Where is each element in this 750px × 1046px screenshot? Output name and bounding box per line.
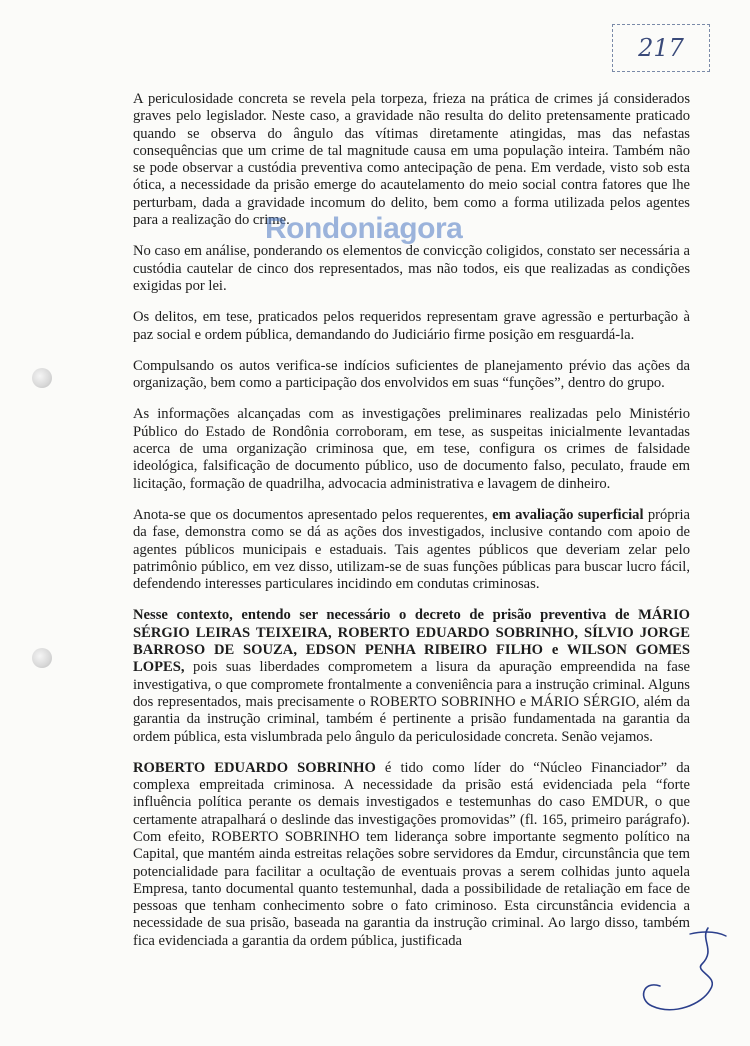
paragraph-caso-em-analise: No caso em análise, ponderando os elementos de convicção coligidos, constato ser necessária a custódia cautelar de cinco dos representados, mas não todos, eis que realizadas as condições exigidas por lei. (133, 243, 690, 294)
paragraph-compulsando: Compulsando os autos verifica-se indícios suficientes de planejamento prévio das ações da organização, bem como a participação dos envolvidos em suas “funções”, dentro do grupo. (133, 357, 690, 392)
punch-hole-bottom (32, 648, 52, 668)
paragraph-delitos: Os delitos, em tese, praticados pelos requeridos representam grave agressão e perturbação à paz social e ordem pública, demandando do Judiciário firme posição em resguardá-la. (133, 309, 690, 343)
paragraph-roberto (133, 760, 690, 950)
paragraph-informacoes: As informações alcançadas com as investigações preliminares realizadas pelo Ministério Público do Estado de Rondônia corroboram, em tese, as suspeitas inicialmente levantadas acerca de uma organização criminosa que, em tese, configura os crimes de falsidade ideológica, falsificação de documento público, uso de documento falso, peculato, fraude em licitação, formação de quadrilha, advocacia administrativa e lavagem de dinheiro. (133, 406, 690, 492)
paragraph-periculosidade: A periculosidade concreta se revela pela torpeza, frieza na prática de crimes já considerados graves pelo legislador. Neste caso, a gravidade não resulta do delito pretensamente praticado quando se observa do ângulo das vítimas diretamente atingidas, mas das nefastas consequências que um crime de tal magnitude causa em uma população inteira. Também não se pode observar a custódia preventiva como antecipação de pena. Em verdade, visto sob esta ótica, a necessidade da prisão emerge do acautelamento do meio social contra fatores que lhe perturbam, dada a gravidade incomum do delito, bem como a forma utilizada pelos agentes para a realização do crime. (133, 91, 690, 229)
paragraph-roberto-rest: é tido como líder do “Núcleo Financiador” da complexa empreitada criminosa. A necessidade da prisão está evidenciada pela “forte influência política perante os demais investigados e testemunhas do caso EMDUR, o que certamente atrapalhará o deslinde das investigações promovidas” (fl. 165, primeiro parágrafo). Com efeito, ROBERTO SOBRINHO tem liderança sobre importante segmento político na Capital, que mantém ainda estreitas relações sobre servidores da Emdur, circunstância que tem potencialidade para facilitar a ocultação de eventuais provas a serem colhidas junto aquela Empresa, tanto documental quanto testemunhal, dada a possibilidade de retaliação em face de pessoas que tenham conhecimento sobre o fato criminoso. Esta circunstância evidencia a necessidade de sua prisão, baseada na garantia da instrução criminal. Ao largo disso, também fica evidenciada a garantia da ordem pública, justificada (133, 759, 690, 949)
watermark: Rondoniagora (265, 212, 463, 245)
page-number-stamp: 217 (612, 24, 710, 72)
paragraph-nesse-contexto-rest: pois suas liberdades comprometem a lisura da apuração empreendida na fase investigativa, o que compromete frontalmente a conveniência para a instrução criminal. Alguns dos representados, mais precisamente o ROBERTO SOBRINHO e MÁRIO SÉRGIO, além da garantia da instrução criminal, também é pertinente a prisão fundamentada na garantia da ordem pública, esta vislumbrada pelo ângulo da periculosidade concreta. Senão vejamos. (133, 659, 690, 745)
paragraph-anota-se-text: Anota-se que os documentos apresentado pelos requerentes, (133, 506, 493, 523)
paragraph-roberto-bold: ROBERTO EDUARDO SOBRINHO (133, 759, 376, 776)
paragraph-anota-se-rest: própria da fase, demonstra como se dá as ações dos investigados, inclusive contando com apoio de agentes públicos municipais e estaduais. Tais agentes públicos que deveriam zelar pelo patrimônio público, em vez disso, utilizam-se de suas funções públicas para buscar lucro fácil, defendendo interesses particulares incidindo em condutas criminosas. (133, 506, 690, 593)
paragraph-anota-se-bold: em avaliação superficial (492, 506, 644, 523)
paragraph-nesse-contexto-bold: Nesse contexto, entendo ser necessário o decreto de prisão preventiva de MÁRIO SÉRGIO LEIRAS TEIXEIRA, ROBERTO EDUARDO SOBRINHO, SÍLVIO JORGE BARROSO DE SOUZA, EDSON PENHA RIBEIRO FILHO e WILSON GOMES LOPES, (133, 607, 690, 676)
paragraph-anota-se (133, 507, 690, 593)
handwritten-signature (630, 920, 740, 1030)
document-body (133, 91, 690, 964)
paragraph-nesse-contexto (133, 607, 690, 745)
punch-hole-top (32, 368, 52, 388)
